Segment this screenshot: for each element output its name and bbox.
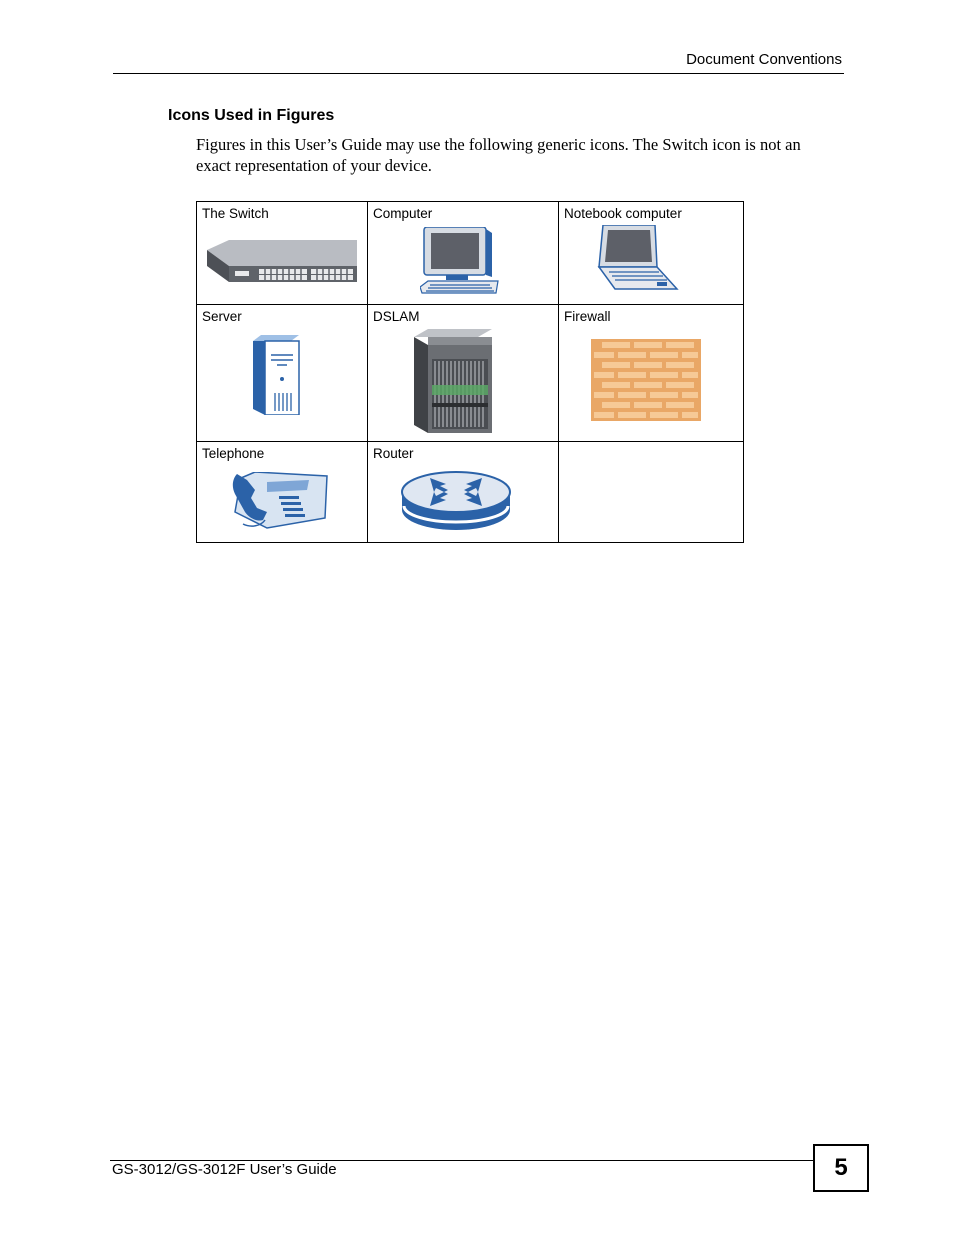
running-header: Document Conventions [686, 51, 842, 68]
server-label: Server [202, 309, 242, 324]
notebook-icon [597, 225, 679, 291]
dslam-icon [414, 329, 496, 433]
computer-icon [420, 227, 500, 295]
page-number: 5 [813, 1144, 869, 1192]
router-label: Router [373, 446, 414, 461]
cell-switch [197, 202, 368, 305]
router-icon [400, 470, 512, 534]
intro-paragraph: Figures in this User’s Guide may use the following generic icons. The Switch icon is not an exact representation of your device. [196, 135, 801, 175]
cell-notebook [559, 202, 744, 305]
server-icon [251, 335, 301, 415]
cell-dslam [368, 305, 559, 442]
cell-empty [559, 442, 744, 543]
cell-router [368, 442, 559, 543]
header-rule [113, 73, 844, 74]
firewall-icon [591, 339, 701, 421]
telephone-icon [231, 472, 329, 530]
dslam-label: DSLAM [373, 309, 420, 324]
footer-guide-title: GS-3012/GS-3012F User’s Guide [112, 1161, 337, 1178]
switch-label: The Switch [202, 206, 269, 221]
computer-label: Computer [373, 206, 433, 221]
cell-computer [368, 202, 559, 305]
empty-label [559, 442, 743, 446]
cell-server [197, 305, 368, 442]
notebook-label: Notebook computer [564, 206, 682, 221]
icons-table [196, 201, 744, 543]
telephone-label: Telephone [202, 446, 265, 461]
firewall-label: Firewall [564, 309, 611, 324]
cell-firewall [559, 305, 744, 442]
section-heading: Icons Used in Figures [168, 107, 335, 124]
cell-telephone [197, 442, 368, 543]
switch-icon [207, 240, 357, 284]
